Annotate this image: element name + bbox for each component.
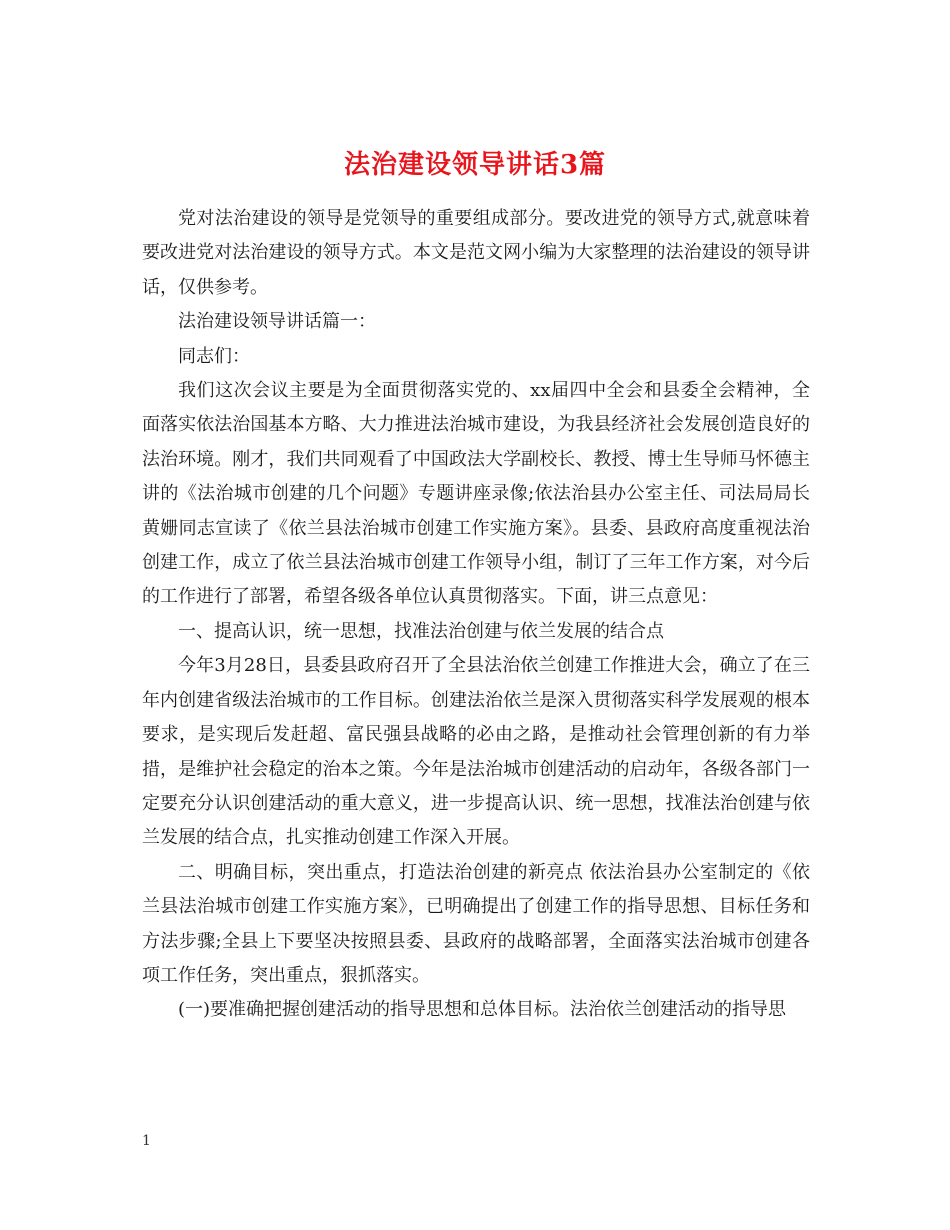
paragraph-point-one-heading: 一、提高认识，统一思想，找准法治创建与依兰发展的结合点 xyxy=(178,620,664,642)
paragraph-opening: 我们这次会议主要是为全面贯彻落实党的、xx届四中全会和县委全会精神，全面落实依法治国基本方略、大力推进法治城市建设，为我县经济社会发展创造良好的法治环境。刚才，我们共同观看了中国政法大学副校长、教授、博士生导师马怀德主讲的《法治城市创建的几个问题》专题讲座录像;依法治县办公室主任、司法局局长黄姗同志宣读了《依兰县法治城市创建工作实施方案》。县委、县政府高度重视法治创建工作，成立了依兰县法治城市创建工作领导小组，制订了三年工作方案，对今后的工作进行了部署，希望各级各单位认真贯彻落实。下面，讲三点意见： xyxy=(142,380,810,608)
paragraph-salutation: 同志们： xyxy=(178,345,250,367)
document-body xyxy=(142,202,810,1028)
paragraph-subpoint-one: (一)要准确把握创建活动的指导思想和总体目标。法治依兰创建活动的指导思 xyxy=(178,999,787,1021)
paragraph-section-heading: 法治建设领导讲话篇一： xyxy=(178,311,376,333)
paragraph-intro: 党对法治建设的领导是党领导的重要组成部分。要改进党的领导方式,就意味着要改进党对法治建设的领导方式。本文是范文网小编为大家整理的法治建设的领导讲话，仅供参考。 xyxy=(142,208,810,298)
paragraph-point-two: 二、明确目标，突出重点，打造法治创建的新亮点 依法治县办公室制定的《依兰县法治城市创建工作实施方案》，已明确提出了创建工作的指导思想、目标任务和方法步骤;全县上下要坚决按照县委、县政府的战略部署，全面落实法治城市创建各项工作任务，突出重点，狠抓落实。 xyxy=(142,861,810,986)
document-title: 法治建设领导讲话3篇 xyxy=(343,150,607,181)
paragraph-point-one-body: 今年3月28日，县委县政府召开了全县法治依兰创建工作推进大会，确立了在三年内创建省级法治城市的工作目标。创建法治依兰是深入贯彻落实科学发展观的根本要求，是实现后发赶超、富民强县战略的必由之路，是推动社会管理创新的有力举措，是维护社会稳定的治本之策。今年是法治城市创建活动的启动年，各级各部门一定要充分认识创建活动的重大意义，进一步提高认识、统一思想，找准法治创建与依兰发展的结合点，扎实推动创建工作深入开展。 xyxy=(142,655,810,849)
page-number: 1 xyxy=(142,1133,151,1149)
